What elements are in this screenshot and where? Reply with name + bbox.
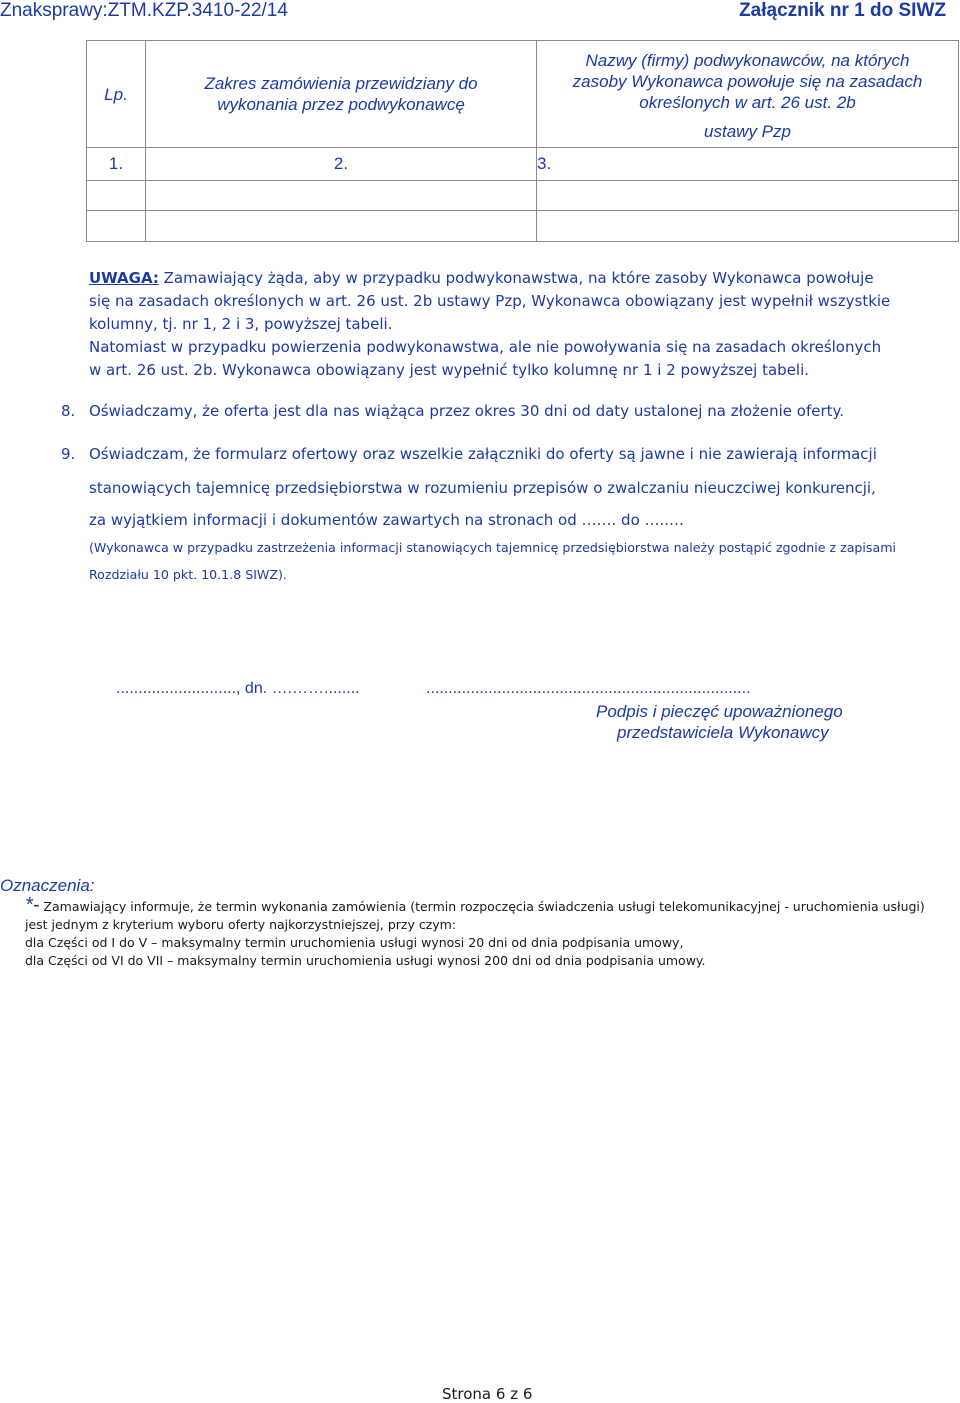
table-number-row (87, 148, 959, 181)
signature-line: ......................................................................... (426, 680, 751, 697)
uwaga-line-1 (89, 267, 874, 290)
place-date-field: ..........................., dn. ….……........ (116, 680, 360, 697)
table-cell[interactable] (146, 211, 537, 242)
col-names-label: Nazwy (firmy) podwykonawców, na których zasoby Wykonawca powołuje się na zasadach określonych w art. 26 ust. 2b (572, 51, 923, 112)
point-8-text: Oświadczamy, że oferta jest dla nas wiążąca przez okres 30 dni od daty ustalonej na złożenie oferty. (89, 402, 845, 420)
table-header-row (87, 41, 959, 148)
col-number-3 (537, 148, 959, 181)
footnote-line-3: dla Części od I do V – maksymalny termin uruchomienia usługi wynosi 20 dni od dnia podpisania umowy, (25, 935, 684, 950)
point-9-note-1: (Wykonawca w przypadku zastrzeżenia informacji stanowiących tajemnicę przedsiębiorstwa należy postąpić zgodnie z zapisami (89, 540, 896, 555)
col-number-1 (87, 148, 146, 181)
uwaga-line-5: w art. 26 ust. 2b. Wykonawca obowiązany jest wypełnić tylko kolumnę nr 1 i 2 powyższej tabeli. (89, 361, 810, 379)
uwaga-label: UWAGA: (89, 269, 159, 287)
col-scope-header (146, 41, 537, 148)
footnote-line-1: Zamawiający informuje, że termin wykonania zamówienia (termin rozpoczęcia świadczenia usługi telekomunikacyjnej - uruchomienia usługi) (39, 899, 925, 914)
point-9-number: 9. (61, 445, 76, 463)
table-cell[interactable] (537, 181, 959, 211)
case-reference: Znaksprawy:ZTM.KZP.3410-22/14 (0, 0, 288, 21)
point-8-number: 8. (61, 402, 76, 420)
table-cell[interactable] (87, 181, 146, 211)
subcontractor-table (86, 40, 959, 242)
uwaga-line-2: się na zasadach określonych w art. 26 ust. 2b ustawy Pzp, Wykonawca obowiązany jest wypełnił wszystkie (89, 292, 891, 310)
point-9-line-1: Oświadczam, że formularz ofertowy oraz wszelkie załączniki do oferty są jawne i nie zawierają informacji (89, 445, 877, 463)
col-lp-header (87, 41, 146, 148)
footnote-star: *- (25, 894, 40, 916)
footnotes-title: Oznaczenia: (0, 876, 95, 895)
page-number: Strona 6 z 6 (442, 1385, 533, 1403)
table-row (87, 211, 959, 242)
col-number-1-text: 1. (108, 154, 124, 173)
point-9-line-3: za wyjątkiem informacji i dokumentów zawartych na stronach od ……. do …..… (89, 511, 685, 529)
col-number-3-text: 3. (537, 154, 552, 173)
point-9-note-2: Rozdziału 10 pkt. 10.1.8 SIWZ). (89, 567, 287, 582)
uwaga-text-1: Zamawiający żąda, aby w przypadku podwykonawstwa, na które zasoby Wykonawca powołuje (158, 269, 874, 287)
signature-caption-2: przedstawiciela Wykonawcy (617, 723, 829, 742)
col-number-2-text: 2. (333, 154, 349, 173)
footnote-line-2: jest jednym z kryterium wyboru oferty najkorzystniejszej, przy czym: (25, 917, 457, 932)
table-cell[interactable] (146, 181, 537, 211)
point-9-line-2: stanowiących tajemnicę przedsiębiorstwa w rozumieniu przepisów o zwalczaniu nieuczciwej konkurencji, (89, 479, 876, 497)
col-names-sublabel: ustawy Pzp (704, 122, 791, 141)
table-cell[interactable] (87, 211, 146, 242)
footnote-line-4: dla Części od VI do VII – maksymalny termin uruchomienia usługi wynosi 200 dni od dnia podpisania umowy. (25, 953, 706, 968)
footnote-star-line (25, 894, 925, 917)
col-lp-label: Lp. (104, 84, 128, 104)
col-number-2 (146, 148, 537, 181)
col-names-header (537, 41, 959, 148)
table-row (87, 181, 959, 211)
uwaga-line-3: kolumny, tj. nr 1, 2 i 3, powyższej tabeli. (89, 315, 393, 333)
attachment-title: Załącznik nr 1 do SIWZ (739, 0, 946, 21)
col-scope-label: Zakres zamówienia przewidziany do wykonania przez podwykonawcę (204, 74, 478, 114)
table-cell[interactable] (537, 211, 959, 242)
uwaga-line-4: Natomiast w przypadku powierzenia podwykonawstwa, ale nie powoływania się na zasadach określonych (89, 338, 882, 356)
signature-caption-1: Podpis i pieczęć upoważnionego (596, 702, 843, 721)
